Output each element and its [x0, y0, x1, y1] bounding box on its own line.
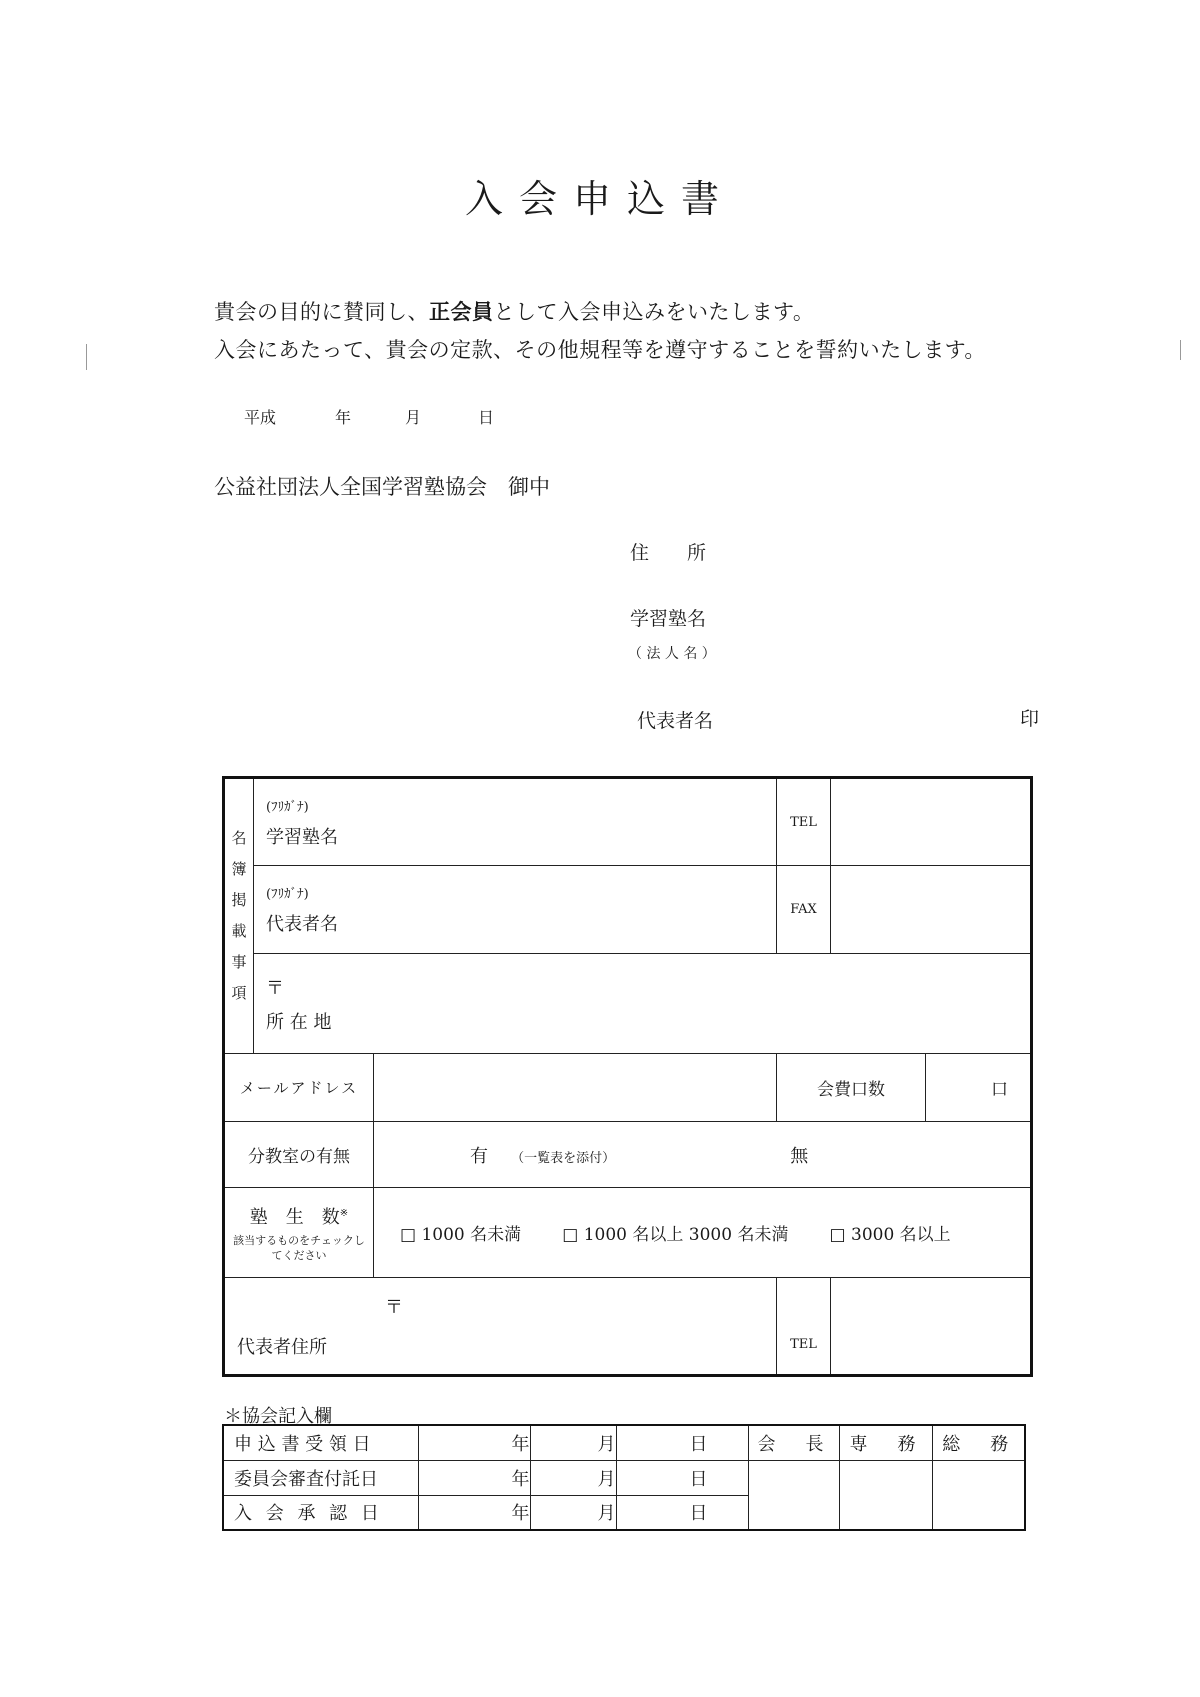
side-char: 載 — [231, 922, 247, 940]
branch-yes-note: （一覧表を添付） — [511, 1150, 616, 1166]
intro-line-1a: 貴会の目的に賛同し、 — [214, 300, 429, 324]
fee-unit-label: 口 — [991, 1080, 1009, 1100]
student-option-1000-3000[interactable]: □ 1000 名以上 3000 名未満 — [562, 1225, 789, 1245]
office-row-month[interactable]: 月 — [530, 1425, 616, 1460]
branch-label: 分教室の有無 — [224, 1122, 374, 1188]
rep-address-label: 代表者住所 — [237, 1337, 327, 1358]
student-count-note: 該当するものをチェックしてください — [233, 1233, 365, 1262]
rep-kana-label: (ﾌﾘｶﾞﾅ) — [266, 887, 309, 902]
tel-field[interactable] — [831, 778, 1032, 866]
school-kana-label: (ﾌﾘｶﾞﾅ) — [266, 799, 309, 815]
student-count-options — [374, 1188, 1032, 1278]
date-day: 日 — [478, 408, 495, 427]
intro-line-2: 入会にあたって、貴会の定款、その他規程等を遵守することを誓約いたします。 — [214, 338, 986, 362]
fax-field[interactable] — [831, 866, 1032, 954]
side-char: 掲 — [231, 891, 247, 909]
student-count-title: 塾 生 数 — [249, 1206, 340, 1228]
student-count-mark: ※ — [339, 1207, 349, 1219]
email-field[interactable] — [374, 1054, 777, 1122]
branch-yes-option[interactable]: 有 — [470, 1145, 488, 1167]
office-row-month[interactable]: 月 — [530, 1495, 616, 1530]
date-month: 月 — [405, 408, 422, 427]
applicant-school-label: 学習塾名 — [630, 608, 707, 630]
fee-units-label: 会費口数 — [777, 1054, 926, 1122]
stamp-header-executive: 専 務 — [839, 1425, 932, 1460]
branch-no-option[interactable]: 無 — [790, 1145, 809, 1167]
registration-form — [222, 776, 1033, 1377]
intro-line-1c: として入会申込みをいたします。 — [493, 300, 815, 324]
office-row-day[interactable]: 日 — [616, 1495, 748, 1530]
office-use-table — [222, 1424, 1026, 1531]
email-label: メールアドレス — [224, 1054, 374, 1122]
addressee: 公益社団法人全国学習塾協会 御中 — [214, 475, 550, 499]
office-section-label: ＊協会記入欄 — [224, 1406, 332, 1427]
student-option-over-3000[interactable]: □ 3000 名以上 — [829, 1225, 951, 1245]
student-count-label — [224, 1188, 374, 1278]
office-row-year[interactable]: 年 — [418, 1495, 530, 1530]
fax-label: FAX — [777, 866, 831, 954]
rep-tel-label: TEL — [777, 1278, 831, 1376]
branch-options — [374, 1122, 1032, 1188]
office-row-year[interactable]: 年 — [418, 1460, 530, 1495]
side-char: 簿 — [231, 860, 247, 878]
location-postal-mark: 〒 — [266, 977, 284, 999]
location-field[interactable] — [254, 954, 1032, 1054]
stamp-box-general[interactable] — [932, 1460, 1025, 1530]
side-char: 事 — [231, 953, 247, 971]
office-row-month[interactable]: 月 — [530, 1460, 616, 1495]
date-year: 年 — [335, 408, 352, 427]
page-title: 入会申込書 — [464, 177, 735, 221]
student-option-under-1000[interactable]: □ 1000 名未満 — [400, 1225, 522, 1245]
scan-mark-right — [1180, 340, 1181, 360]
office-row-label: 申 込 書 受 領 日 — [223, 1425, 418, 1460]
stamp-box-executive[interactable] — [839, 1460, 932, 1530]
school-name-label: 学習塾名 — [266, 826, 338, 848]
seal-mark: 印 — [1020, 708, 1040, 730]
rep-name-label: 代表者名 — [266, 914, 338, 935]
office-row-label: 入 会 承 認 日 — [223, 1495, 418, 1530]
location-label: 所 在 地 — [266, 1011, 332, 1033]
tel-label: TEL — [777, 778, 831, 866]
office-row-day[interactable]: 日 — [616, 1425, 748, 1460]
directory-side-label — [224, 778, 254, 1054]
rep-tel-field[interactable] — [831, 1278, 1032, 1376]
side-char: 名 — [231, 829, 247, 847]
intro-membership-type: 正会員 — [429, 299, 494, 324]
scan-mark-left — [86, 344, 87, 370]
intro-line-1 — [214, 296, 814, 326]
fee-units-field[interactable] — [926, 1054, 1032, 1122]
rep-address-field[interactable] — [224, 1278, 777, 1376]
stamp-header-chairman: 会 長 — [748, 1425, 839, 1460]
office-row-day[interactable]: 日 — [616, 1460, 748, 1495]
rep-name-field[interactable] — [254, 866, 777, 954]
date-era: 平成 — [244, 408, 277, 427]
office-row-label: 委員会審査付託日 — [223, 1460, 418, 1495]
school-name-field[interactable] — [254, 778, 777, 866]
rep-postal-mark: 〒 — [385, 1297, 403, 1318]
stamp-box-chairman[interactable] — [748, 1460, 839, 1530]
applicant-address-label: 住 所 — [630, 542, 707, 564]
stamp-header-general: 総 務 — [932, 1425, 1025, 1460]
office-row-year[interactable]: 年 — [418, 1425, 530, 1460]
side-char: 項 — [231, 984, 247, 1002]
applicant-corp-label: （ 法 人 名 ） — [628, 646, 716, 662]
applicant-rep-label: 代表者名 — [637, 710, 714, 732]
